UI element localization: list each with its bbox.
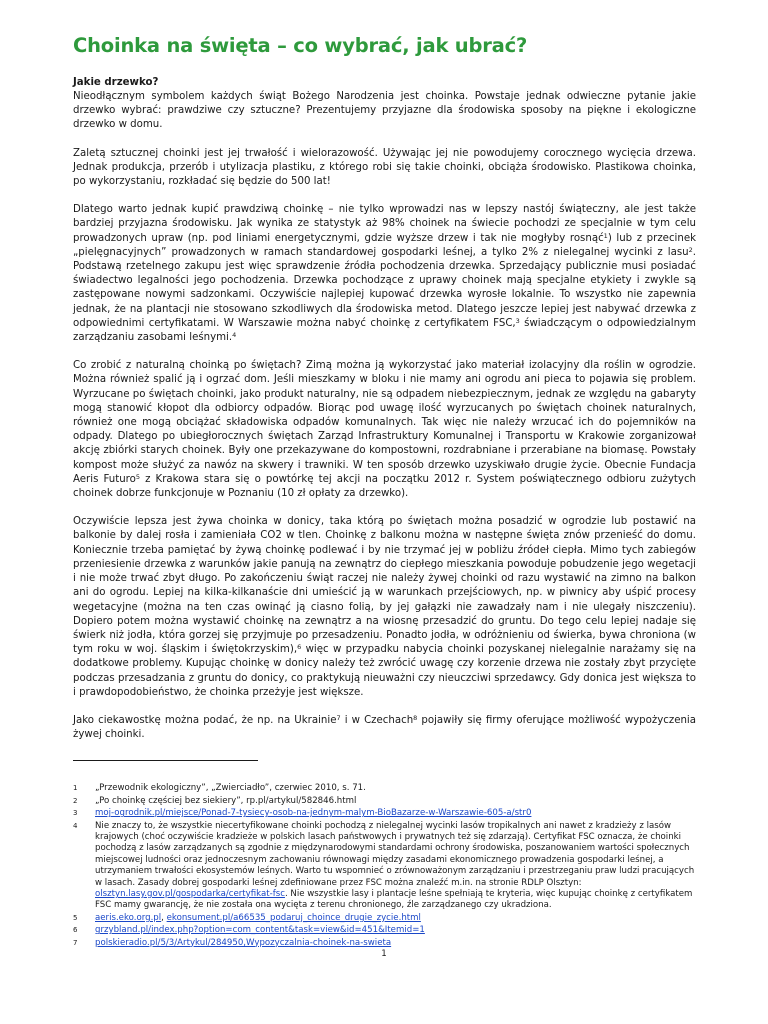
footnote-number: 6 [73, 926, 78, 935]
paragraph-intro: Nieodłącznym symbolem każdych świąt Bożego Narodzenia jest choinka. Powstaje jednak odwieczne pytanie jakie drzewko wybrać: prawdziwe czy sztuczne? Prezentujemy przyjazne dla środowiska sposoby na piękne i ekologiczne drzewko w domu. [73, 91, 696, 131]
paragraph-artificial-tree: Zaletą sztucznej choinki jest jej trwałość i wielorazowość. Używając jej nie powodujemy corocznego wycięcia drzewa. Jednak produkcja, przerób i utylizacja plastiku, z którego robi się takie choinki, obciąża środowisko. Plastikowa choinka, po wykorzystaniu, rozkładać się będzie do 500 lat! [73, 147, 696, 188]
text-run: z Krakowa stara się o powtórkę tej akcji na początku 2012 r. System poświątecznego odbioru zużytych choinek dobrze funkcjonuje w Poznaniu (10 zł opłaty za drzewko). [73, 473, 697, 500]
footnote-2 [73, 796, 696, 807]
footnote-text [95, 808, 696, 819]
footnote-7 [73, 938, 696, 949]
footnote-text [95, 821, 696, 912]
text-run: pojawiły się firmy oferujące możliwość wypożyczenia żywej choinki. [73, 714, 696, 741]
footnote-link[interactable]: ekonsument.pl/a66535_podaruj_choince_drugie_zycie.html [166, 912, 421, 923]
text-run: Jako ciekawostkę można podać, że np. na Ukrainie [73, 714, 337, 726]
paragraph-after-holidays [73, 359, 696, 501]
paragraph-rental [73, 714, 696, 742]
footnote-number: 4 [73, 821, 78, 830]
text-run: Oczywiście lepsza jest żywa choinka w donicy, taka którą po świętach można posadzić w ogrodzie lub postawić na balkonie by dalej rosła i zamieniała CO2 w tlen. Choinkę z balkonu można w następne święta znów przenieść do domu. Koniecznie trzeba pamiętać by żywą choinkę podlewać i by nie trzymać jej w pobliżu źródeł ciepła. Mimo tych zabiegów przeniesienie drzewka z warunków jakie panują na zewnątrz do ciepłego mieszkania powoduje pobudzenie jego wegetacji i nie może trwać zbyt długo. Po zakończeniu świąt raczej nie należy żywej choinki od razu wystawić na zimno na balkon ani do ogrodu. Lepiej na kilka-kilkanaście dni umieścić ją w warunkach przejściowych, np. w piwnicy aby uśpić procesy wegetacyjne (można na ten czas owinąć ją ciasno folią, by jej gałązki nie zawadzały nam i nie ulegały niszczeniu). Dopiero potem można wystawić choinkę na zewnątrz a na wiosnę przesadzić do gruntu. Do tego celu lepiej nadaje się świerk niż jodła, która gorzej się przyjmuje po przesadzeniu. Ponadto jodła, w odróżnieniu od świerka, bywa chroniona (w tym roku w woj. śląskim i świętokrzyskim), [73, 516, 696, 656]
footnote-number: 1 [73, 784, 78, 793]
footnote-ref-8[interactable]: 8 [413, 713, 418, 722]
page-title: Choinka na święta – co wybrać, jak ubrać? [73, 34, 528, 57]
text-run: więc w przypadku nabycia choinki pozyskanej nielegalnie narażamy się na dodatkowe problemy. Kupując choinkę w donicy należy też zwrócić uwagę czy korzenie drzewa nie zostały zbyt przycięte podczas przesadzania z gruntu do donicy, co praktykują nieuważni czy nieuczciwi sprzedawcy. Gdy donica jest większa to i prawdopodobieństwo, że choinka przeżyje jest większe. [73, 644, 697, 698]
footnote-text: „Przewodnik ekologiczny”, „Zwierciadło”, czerwiec 2010, s. 71. [95, 783, 366, 794]
footnote-link[interactable]: aeris.eko.org.pl [95, 912, 162, 923]
paragraph-real-tree [73, 203, 696, 345]
footnote-ref-7[interactable]: 7 [336, 713, 341, 722]
footnote-number: 2 [73, 796, 78, 805]
footnote-ref-4[interactable]: 4 [232, 331, 237, 340]
footnote-text [95, 938, 696, 949]
footnote-link[interactable]: olsztyn.lasy.gov.pl/gospodarka/certyfikat-fsc [95, 888, 285, 899]
footnote-divider [73, 760, 258, 761]
text-run: ) lub z przecinek „pielęgnacyjnych” prowadzonych w ramach standardowej gospodarki leśnej, a tylko 2% z nielegalnej wycinki z lasu [73, 232, 696, 258]
text-run: Nie znaczy to, że wszystkie niecertyfikowane choinki pochodzą z nielegalnej wycinki lasów tropikalnych ani nawet z kradzieży z lasów krajowych (choć oczywiście kradzieże w polskich lasach państwowych i prywatnych też się zdarzają). Certyfikat FSC oznacza, że choinki pochodzą z lasów zarządzanych są zgodnie z międzynarodowymi standardami ochrony środowiska, poszanowaniem wartości społecznych miejscowej ludności oraz jednoczesnym zachowaniu równowagi między zasadami ekonomicznego prowadzenia gospodarki leśnej, a utrzymaniem trwałości ekosystemów leśnych. Warto tu wspomnieć o zrównoważonym zarządzaniu i przestrzeganiu praw ludzi pracujących w lasach. Zasady dobrej gospodarki leśnej zdefiniowane przez FSC można znaleźć m.in. na stronie RDLP Olsztyn: [95, 820, 695, 888]
footnote-text [95, 913, 696, 924]
text-run: Co zrobić z naturalną choinką po świętach? Zimą można ją wykorzystać jako materiał izolacyjny dla roślin w ogrodzie. Można również spalić ją i ogrzać dom. Jeśli mieszkamy w bloku i nie mamy ani ogrodu ani pieca to pojawia się problem. Wyrzucane po świętach choinki, jako produkt naturalny, nie są odpadem niebezpiecznym, jednak ze względu na gabaryty mogą stanowić kłopot dla odbiorcy odpadów. Biorąc pod uwagę ilość wyrzucanych po świętach choinek naturalnych, również one mogą obciążać składowiska odpadów komunalnych. Tak więc nie należy wrzucać ich do pojemników na odpady. Dlatego po ubiegłorocznych świętach Zarząd Infrastruktury Komunalnej i Transportu w Krakowie zorganizował akcję zbiórki starych choinek. Były one przekazywane do kompostowni, rozdrabniane i przerabiane na biomasę. Powstały kompost może służyć za nawóz na skwery i trawniki. W ten sposób drzewko uzyskiwało drugie życie. Obecnie Fundacja Aeris Futuro [73, 360, 696, 485]
footnote-4 [73, 821, 696, 912]
text-run: i w Czechach [340, 714, 414, 726]
footnote-5 [73, 913, 696, 924]
section-heading: Jakie drzewko? [73, 77, 159, 88]
footnote-6 [73, 925, 696, 936]
footnote-link[interactable]: polskieradio.pl/5/3/Artykul/284950,Wypozyczalnia-choinek-na-swieta [95, 937, 392, 948]
footnote-number: 5 [73, 913, 78, 922]
text-run: Dlatego warto jednak kupić prawdziwą choinkę – nie tylko wprowadzi nas w lepszy nastój świąteczny, ale jest także bardziej przyjazna środowisku. Jak wynika ze statystyk aż 98% choinek na świecie pochodzi ze specjalnie w tym celu prowadzonych upraw (np. pod liniami energetycznymi, gdzie wyższe drzew i tak nie mogłyby rosnąć [73, 204, 696, 244]
footnote-ref-3[interactable]: 3 [515, 316, 520, 325]
footnote-link[interactable]: grzybland.pl/index.php?option=com_content&task=view&id=451&Itemid=1 [95, 925, 425, 936]
footnote-link[interactable]: moj-ogrodnik.pl/miejsce/Ponad-7-tysiecy-osob-na-jednym-malym-BioBazarze-w-Warszawie-605-a/str0 [95, 808, 532, 819]
separator: , [161, 912, 167, 923]
footnote-1 [73, 783, 696, 794]
footnote-ref-6[interactable]: 6 [297, 643, 302, 652]
footnote-ref-5[interactable]: 5 [135, 472, 141, 481]
text-run: . Nie wszystkie lasy i plantacje leśne spełniają te kryteria, więc kupując choinkę z certyfikatem FSC mamy gwarancję, że nie została ona wycięta z terenu chronionego, źle zarządzanego czy ukradziona. [95, 888, 693, 911]
footnote-3 [73, 808, 696, 819]
paragraph-potted-tree [73, 515, 696, 700]
text-run: . Podstawą rzetelnego zakupu jest więc sprawdzenie źródła pochodzenia drzewka. Sprzedający publicznie musi posiadać świadectwo legalności jego pochodzenia. Drzewka pochodzące z uprawy choinek mają specjalne etykiety i zwykle są zastępowane nowymi sadzonkami. Oczywiście najlepiej kupować drzewka wyrosłe lokalnie. To wszystko nie zapewnia jednak, że na plantacji nie stosowano szkodliwych dla środowiska metod. Dlatego jeszcze lepiej jest nabywać drzewka z odpowiednimi certyfikatami. W Warszawie można nabyć choinkę z certyfikatem FSC, [73, 246, 696, 329]
footnote-number: 3 [73, 809, 78, 818]
footnote-number: 7 [73, 938, 78, 947]
footnote-ref-2[interactable]: 2 [688, 245, 693, 254]
page-number: 1 [381, 949, 387, 959]
document-page [73, 34, 696, 950]
footnote-ref-1[interactable]: 1 [603, 231, 608, 240]
footnote-text: „Po choinkę częściej bez siekiery”, rp.pl/artykul/582846.html [95, 795, 357, 806]
text-run: świadczącym o odpowiedzialnym zarządzaniu zasobami leśnymi. [73, 317, 696, 344]
footnotes [73, 783, 696, 949]
footnote-text [95, 925, 696, 936]
